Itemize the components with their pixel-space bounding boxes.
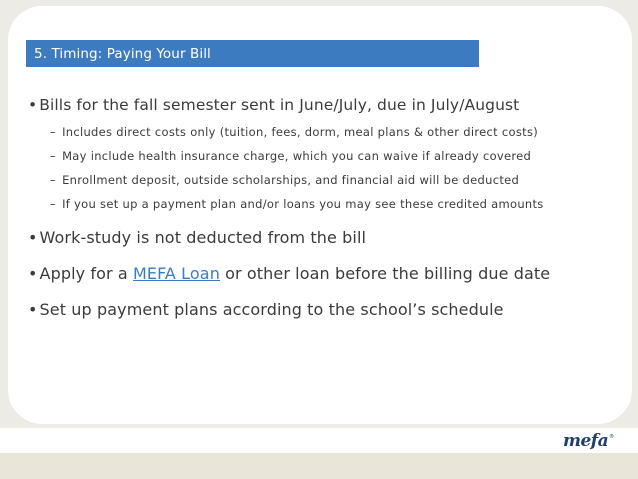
bullet-item bbox=[28, 96, 628, 114]
bullet-dot: • bbox=[28, 96, 38, 114]
sub-bullet-item bbox=[50, 149, 628, 163]
bullet-text: Set up payment plans according to the school’s schedule bbox=[39, 300, 504, 319]
sub-bullet-text: May include health insurance charge, which you can waive if already covered bbox=[62, 149, 532, 163]
footer-band bbox=[0, 428, 638, 453]
sub-bullet-item bbox=[50, 173, 628, 187]
bottom-strip bbox=[0, 453, 638, 479]
bullet-item bbox=[28, 300, 628, 319]
mefa-loan-link[interactable]: MEFA Loan bbox=[132, 264, 220, 283]
bullet-text: Bills for the fall semester sent in June/July, due in July/August bbox=[39, 96, 520, 114]
mefa-logo bbox=[563, 431, 614, 453]
bullet-item bbox=[28, 264, 628, 283]
sub-bullet-dash: – bbox=[50, 125, 57, 139]
sub-bullet-text: Includes direct costs only (tuition, fees, dorm, meal plans & other direct costs) bbox=[62, 125, 539, 139]
sub-bullet-dash: – bbox=[50, 173, 57, 187]
bullet-dot: • bbox=[28, 300, 38, 319]
slide-content bbox=[28, 96, 628, 319]
logo-text: mefa bbox=[563, 431, 609, 451]
bullet-item bbox=[28, 228, 628, 247]
bullet-text-before-link: Apply for a bbox=[39, 264, 133, 283]
registered-mark: ® bbox=[609, 434, 615, 440]
slide-title: 5. Timing: Paying Your Bill bbox=[34, 45, 211, 62]
bullet-dot: • bbox=[28, 228, 38, 247]
title-bar bbox=[26, 40, 479, 67]
sub-bullet-dash: – bbox=[50, 197, 57, 211]
sub-bullet-item bbox=[50, 125, 628, 139]
sub-bullet-text: Enrollment deposit, outside scholarships, and financial aid will be deducted bbox=[62, 173, 520, 187]
sub-bullet-text: If you set up a payment plan and/or loans you may see these credited amounts bbox=[62, 197, 544, 211]
bullet-text: Work-study is not deducted from the bill bbox=[39, 228, 367, 247]
bullet-dot: • bbox=[28, 264, 38, 283]
sub-bullet-dash: – bbox=[50, 149, 57, 163]
sub-bullet-item bbox=[50, 197, 628, 211]
bullet-text-after-link: or other loan before the billing due date bbox=[219, 264, 551, 283]
